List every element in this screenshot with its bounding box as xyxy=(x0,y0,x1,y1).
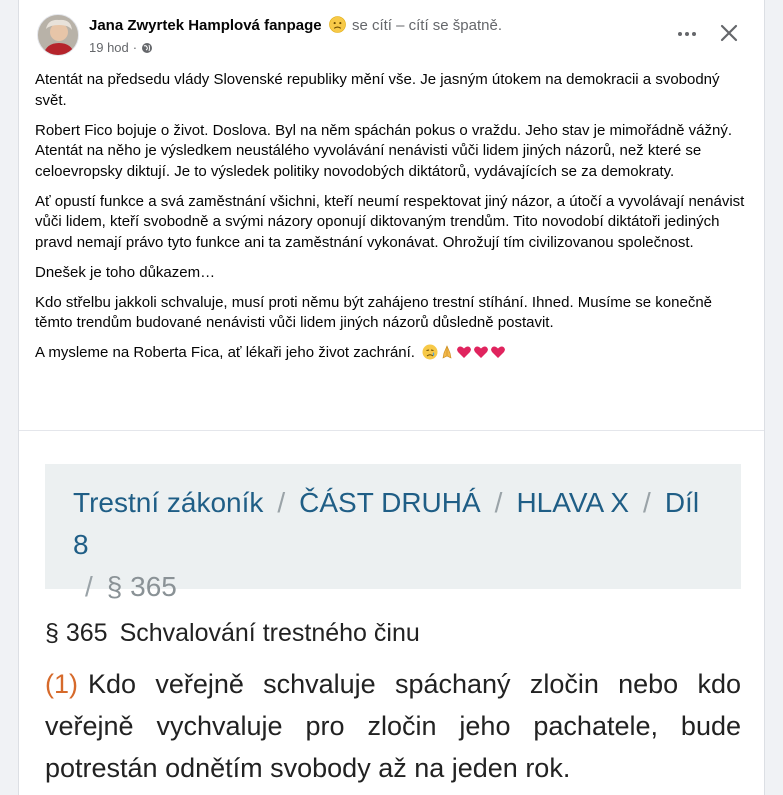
paragraph-number: (1) xyxy=(45,669,78,699)
red-heart-icon xyxy=(490,344,506,360)
post-paragraph: Atentát na předsedu vlády Slovenské republiky mění vše. Je jasným útokem na demokracii a svobodný svět. xyxy=(35,71,720,109)
law-paragraph xyxy=(45,663,741,789)
breadcrumb-separator: / xyxy=(643,487,651,518)
red-heart-icon xyxy=(456,344,472,360)
author-line xyxy=(89,16,502,37)
post-paragraph: Robert Fico bojuje o život. Doslova. Byl na něm spáchán pokus o vraždu. Jeho stav je mimořádně vážný. Atentát na něho je výsledkem neustálého vyvolávání nenávisti vůči lidem jiných názorů, než které se celoevropsky diktují. Je to výsledek politiky novodobých diktátorů, vydávajících se za demokraty. xyxy=(35,121,733,180)
breadcrumb-current: § 365 xyxy=(106,571,177,602)
more-options-icon[interactable] xyxy=(675,22,699,46)
breadcrumb-item: ČÁST DRUHÁ xyxy=(299,487,481,518)
section-number: § 365 xyxy=(45,619,108,647)
post-message xyxy=(35,70,747,373)
author-avatar[interactable] xyxy=(37,14,79,56)
close-icon[interactable] xyxy=(716,20,742,46)
post-card xyxy=(18,0,765,795)
post-meta xyxy=(89,40,153,55)
post-paragraph-text: A mysleme na Roberta Fica, ať lékaři jeho život zachrání. xyxy=(35,344,415,361)
post-header xyxy=(19,0,764,66)
sad-face-icon xyxy=(329,16,346,37)
avatar-image xyxy=(38,15,79,56)
paragraph-text: Kdo veřejně schvaluje spáchaný zločin nebo kdo veřejně vychvaluje pro zločin jeho pachatele, bude potrestán odnětím svobody až na jeden rok. xyxy=(45,669,741,783)
globe-icon[interactable] xyxy=(141,42,153,54)
author-name[interactable]: Jana Zwyrtek Hamplová fanpage xyxy=(89,17,322,34)
crying-face-icon xyxy=(422,344,438,360)
breadcrumb-item: Díl 8 xyxy=(73,487,700,560)
breadcrumb xyxy=(45,464,741,602)
attached-image[interactable] xyxy=(19,430,765,795)
post-paragraph: Kdo střelbu jakkoli schvaluje, musí proti němu být zahájeno trestní stíhání. Ihned. Musíme se konečně těmto trendům budované nenávisti vůči lidem jiných názorů důsledně postavit. xyxy=(35,293,713,331)
breadcrumb-separator: / xyxy=(277,487,286,518)
meta-dot: · xyxy=(132,40,138,55)
post-paragraph: Dnešek je toho důkazem… xyxy=(35,263,216,281)
breadcrumb-separator: / xyxy=(85,571,93,602)
red-heart-icon xyxy=(473,344,489,360)
post-time[interactable]: 19 hod xyxy=(89,40,129,55)
folded-hands-icon xyxy=(439,344,455,360)
breadcrumb-separator: / xyxy=(494,487,503,518)
breadcrumb-item: HLAVA X xyxy=(516,487,630,518)
post-paragraph-last xyxy=(35,343,747,364)
breadcrumb-item: Trestní zákoník xyxy=(73,487,264,518)
section-heading xyxy=(45,619,420,648)
section-title: Schvalování trestného činu xyxy=(119,619,420,647)
post-paragraph: Ať opustí funkce a svá zaměstnání všichni, kteří neumí respektovat jiný názor, a útočí a vyvolávají nenávist vůči lidem, kteří svobodně a svými názory oponují diktovaným trendům. Tito novodobí diktátoři jediných pravd nemají právo tyto funkce ani ta zaměstnání vykonávat. Ohrožují tím civilizovanou společnost. xyxy=(35,192,745,251)
emoji-row xyxy=(422,344,506,360)
feeling-text: se cítí – cítí se špatně. xyxy=(351,17,503,34)
